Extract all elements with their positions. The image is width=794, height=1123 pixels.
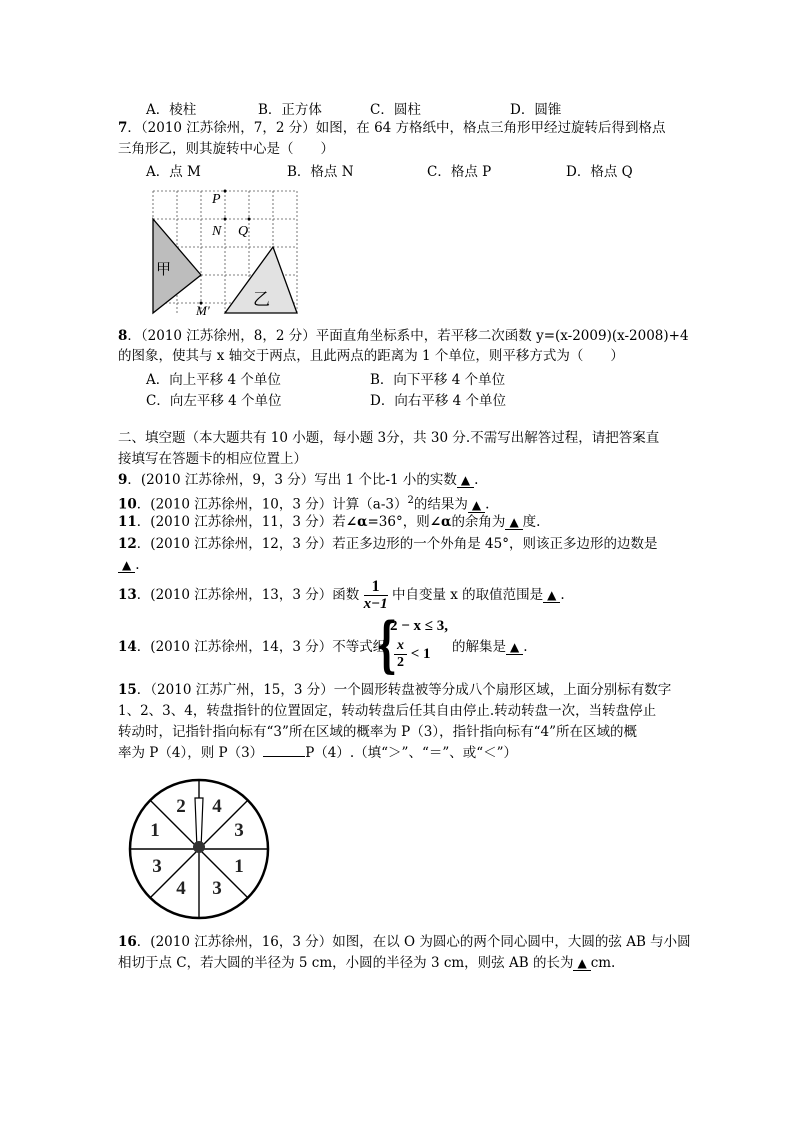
q11: 11．(2010 江苏徐州，11，3 分）若∠α=36°，则∠α的余角为 ▲ 度. [118, 514, 541, 530]
q16-line-2: 相切于点 C，若大圆的半径为 5 cm，小圆的半径为 3 cm，则弦 AB 的长为 ▲ cm. [118, 955, 616, 971]
q12-answer: ▲ . [118, 555, 140, 575]
q12: 12．(2010 江苏徐州，12，3 分）若正多边形的一个外角是 45°，则该正多边形的边数是 [118, 536, 658, 552]
q13: 13．(2010 江苏徐州，13，3 分）函数 $\frac{1}{x-1}$ 中自变量 x 的取值范围是 ▲ . [118, 578, 565, 612]
q7-option-d: D．格点 Q [566, 164, 633, 180]
q8-line-2: 的图象，使其与 x 轴交于两点，且此两点的距离为 1 个单位，则平移方式为（ ） [118, 348, 624, 364]
answer-blank: ▲ [505, 515, 522, 530]
answer-blank: ▲ [457, 473, 474, 488]
label-jia: 甲 [156, 262, 172, 278]
q8-option-c: C．向左平移 4 个单位 [146, 393, 282, 409]
section-2-title-line-1: 二、填空题（本大题共有 10 小题，每小题 3分，共 30 分.不需写出解答过程，请把答案直 [118, 430, 660, 446]
answer-blank: ▲ [118, 558, 135, 573]
wheel-number: 1 [150, 820, 160, 841]
wheel-number: 3 [152, 856, 162, 877]
q8-option-b: B．向下平移 4 个单位 [370, 372, 506, 388]
q14-brace: { [376, 610, 398, 680]
answer-blank: ▲ [543, 588, 560, 603]
label-p: P [212, 192, 221, 207]
q8-option-a: A．向上平移 4 个单位 [146, 372, 281, 388]
wheel-number: 2 [176, 796, 186, 817]
q7-grid-figure [150, 186, 300, 318]
answer-blank: ▲ [506, 640, 523, 655]
q6-option-b: B．正方体 [258, 102, 322, 118]
spinner-center [193, 841, 205, 853]
q6-option-d: D．圆锥 [510, 102, 562, 118]
label-q: Q [238, 224, 249, 239]
q13-fraction: $\frac{1}{x-1}$ [363, 578, 388, 612]
wheel-number: 3 [212, 878, 222, 899]
q9: 9．(2010 江苏徐州，9，3 分）写出 1 个比-1 小的实数 ▲ . [118, 472, 479, 488]
q15-line-1: 15．（2010 江苏广州，15，3 分）一个圆形转盘被等分成八个扇形区域，上面分别标有数字 [118, 682, 672, 698]
q8-option-d: D．向右平移 4 个单位 [370, 393, 506, 409]
wheel-number: 3 [234, 820, 244, 841]
q14-inequality-2: $\frac{x}{2}$ < 1 [394, 638, 431, 671]
wheel-number: 4 [212, 796, 222, 817]
q8-line-1: 8．（2010 江苏徐州，8，2 分）平面直角坐标系中，若平移二次函数 y=(x-2009)(x-2008)+4 [118, 328, 689, 344]
q7-option-c: C．格点 P [427, 164, 492, 180]
section-2-title-line-2: 接填写在答题卡的相应位置上） [118, 451, 307, 467]
label-yi: 乙 [253, 290, 270, 309]
q15-line-2: 1、2、3、4，转盘指针的位置固定，转动转盘后任其自由停止.转动转盘一次，当转盘停止 [118, 703, 657, 719]
q15-line-3: 转动时，记指针指向标有“3”所在区域的概率为 P（3），指针指向标有“4”所在区域的概 [118, 724, 637, 740]
q14-inequality-1: 2 − x ≤ 3, [390, 618, 449, 634]
answer-blank: ▲ [468, 498, 485, 513]
answer-blank [263, 756, 305, 757]
answer-blank: ▲ [573, 956, 590, 971]
spinner-wheel [126, 776, 272, 922]
label-n: N [212, 224, 222, 239]
wheel-number: 1 [234, 856, 244, 877]
label-m: M' [196, 303, 210, 318]
q7-option-b: B．格点 N [287, 164, 354, 180]
q10: 10．(2010 江苏徐州，10，3 分）计算$(a-3)^2$的结果为 ▲ . [118, 495, 490, 513]
q15-line-4: 率为 P（4），则 P（3） P（4）.（填“＞”、“＝”、或“＜”） [118, 745, 518, 761]
q7-option-a: A．点 M [146, 164, 201, 180]
q7-line-1: 7．（2010 江苏徐州，7，2 分）如图，在 64 方格纸中，格点三角形甲经过旋转后得到格点 [118, 120, 666, 136]
q7-line-2: 三角形乙，则其旋转中心是（ ） [118, 141, 334, 157]
q6-option-c: C．圆柱 [370, 102, 421, 118]
q16-line-1: 16．(2010 江苏徐州，16，3 分）如图，在以 O 为圆心的两个同心圆中，大圆的弦 AB 与小圆 [118, 934, 691, 950]
q14-tail: 的解集是 ▲ . [452, 639, 528, 655]
q14-text: 14．(2010 江苏徐州，14，3 分）不等式组 [118, 639, 387, 655]
q6-option-a: A．棱柱 [146, 102, 197, 118]
wheel-number: 4 [176, 878, 186, 899]
